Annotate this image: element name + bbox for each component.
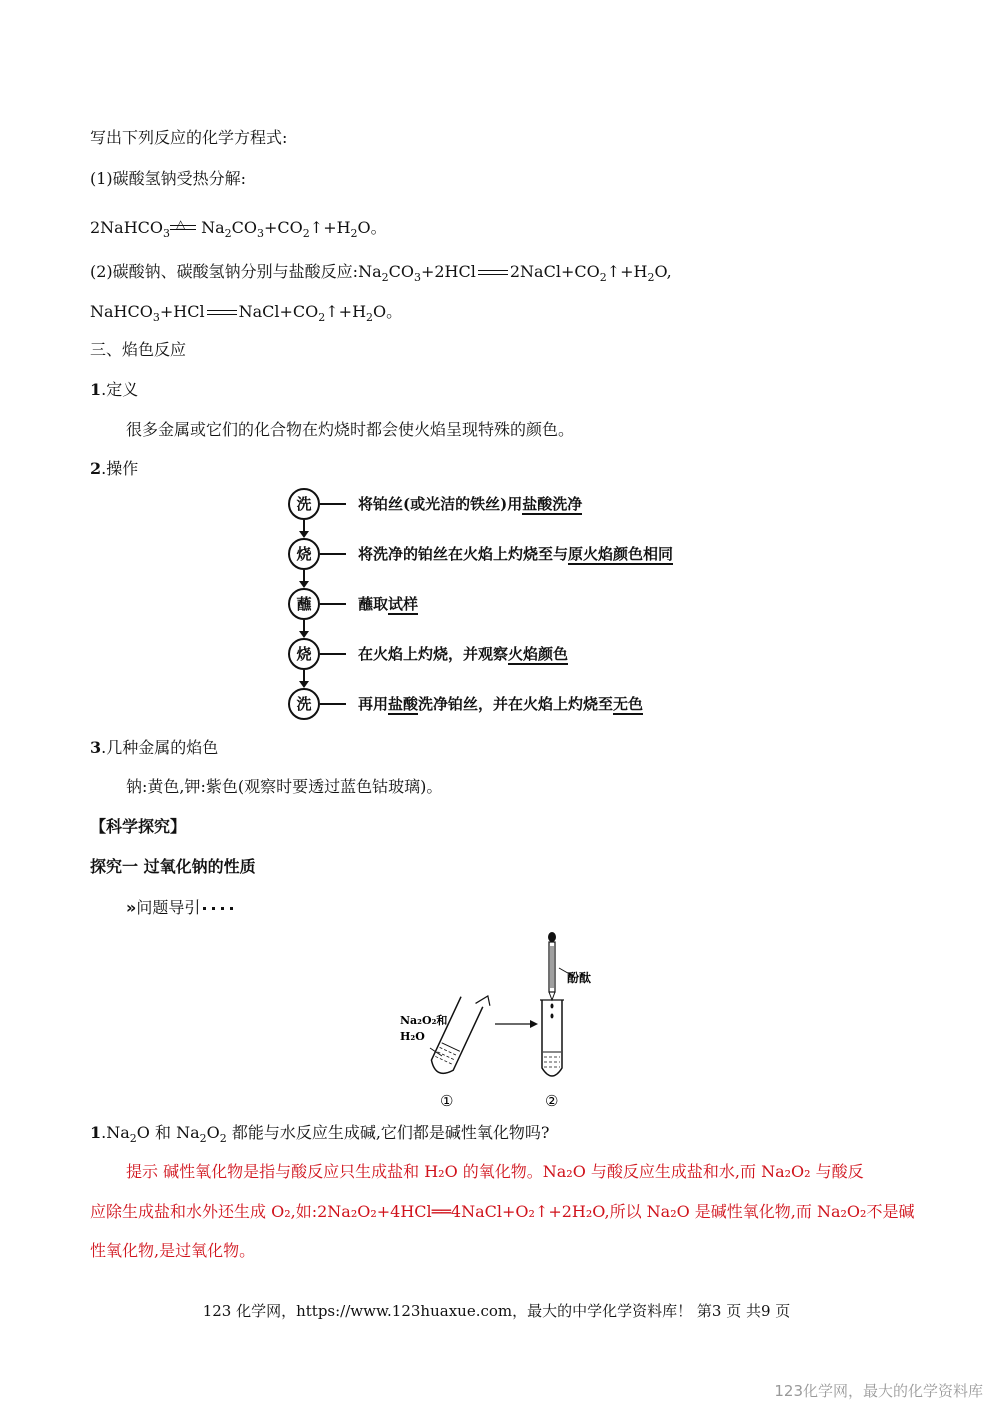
q2-label: (2)碳酸钠、碳酸氢钠分别与盐酸反应: xyxy=(90,262,359,281)
page-footer: 123 化学网，https://www.123huaxue.com，最大的中学化学资料库！ 第3 页 共9 页 xyxy=(202,1302,791,1320)
explore-1-heading: 探究一 过氧化钠的性质 xyxy=(90,857,256,876)
test-tube-1 xyxy=(428,986,493,1080)
step-line xyxy=(320,703,346,705)
experiment-figure xyxy=(395,928,615,1113)
flow-arrow-icon xyxy=(299,631,309,638)
step-1-text: 将铂丝(或光洁的铁丝)用盐酸洗净 xyxy=(358,495,583,513)
hint-line-1: 提示 碱性氧化物是指与酸反应只生成盐和 H₂O 的氧化物。Na₂O 与酸反应生成盐和水,而 Na₂O₂ 与酸反 xyxy=(126,1162,864,1181)
step-line xyxy=(320,553,346,555)
fig-number-1: ① xyxy=(440,1092,454,1110)
fig-label-phenolphthalein: 酚酞 xyxy=(567,971,592,985)
flow-connector xyxy=(303,670,305,681)
question-1: $1.Na_2O$ 和 $Na_2O_2$ 都能与水反应生成碱,它们都是碱性氧化物吗? xyxy=(90,1123,550,1145)
flow-connector xyxy=(303,570,305,581)
step-line xyxy=(320,653,346,655)
step-wash-circle: 洗 xyxy=(288,488,320,520)
step-line xyxy=(320,603,346,605)
equation-line-2: NaHCO$_3$+HCl $NaCl+CO_2↑+H_2O$。 xyxy=(90,302,403,324)
operation-heading: 2.操作 xyxy=(90,459,139,478)
intro-text: 写出下列反应的化学方程式: xyxy=(90,128,288,147)
test-tube-2 xyxy=(540,1000,564,1076)
step-5-text: 再用盐酸洗净铂丝，并在火焰上灼烧至无色 xyxy=(358,695,644,713)
section-3-heading: 三、焰色反应 xyxy=(90,340,187,359)
q1-label: (1)碳酸氢钠受热分解: xyxy=(90,169,247,188)
fig-label-water: H₂O xyxy=(400,1030,425,1043)
heating-condition: △ xyxy=(170,219,196,239)
step-burn-circle: 烧 xyxy=(288,538,320,570)
hint-line-3: 性氧化物,是过氧化物。 xyxy=(90,1241,256,1260)
science-explore-heading: 【科学探究】 xyxy=(90,817,187,836)
hint-line-2: 应除生成盐和水外还生成 O₂,如:2Na₂O₂+4HCl══4NaCl+O₂↑+2H₂O,所以 Na₂O 是碱性氧化物,而 Na₂O₂不是碱 xyxy=(90,1202,915,1221)
question-guide: »问题导引 xyxy=(126,898,236,918)
equation-line-1: (2)碳酸钠、碳酸氢钠分别与盐酸反应$:Na_2CO_3+2HCl$ $2NaCl+CO_2↑+H_2O$, xyxy=(90,262,672,284)
fig-number-2: ② xyxy=(545,1092,559,1110)
flow-connector xyxy=(303,620,305,631)
flow-connector xyxy=(303,520,305,531)
step-3-text: 蘸取试样 xyxy=(358,595,419,613)
flame-test-flow-diagram xyxy=(288,488,718,728)
step-4-text: 在火焰上灼烧，并观察火焰颜色 xyxy=(358,645,569,663)
flow-arrow-icon xyxy=(299,681,309,688)
step-line xyxy=(320,503,346,505)
step-dip-circle: 蘸 xyxy=(288,588,320,620)
flame-color-heading: 3.几种金属的焰色 xyxy=(90,738,219,757)
definition-heading: 1.定义 xyxy=(90,380,139,399)
flame-color-text: 钠:黄色,钾:紫色(观察时要透过蓝色钴玻璃)。 xyxy=(126,777,443,796)
step-burn2-circle: 烧 xyxy=(288,638,320,670)
definition-text: 很多金属或它们的化合物在灼烧时都会使火焰呈现特殊的颜色。 xyxy=(126,420,575,439)
step-wash2-circle: 洗 xyxy=(288,688,320,720)
watermark: 123化学网，最大的化学资料库 xyxy=(774,1382,983,1400)
flow-arrow-icon xyxy=(299,531,309,538)
step-2-text: 将洗净的铂丝在火焰上灼烧至与原火焰颜色相同 xyxy=(358,545,674,563)
dropper-bulb-icon xyxy=(548,932,556,942)
equation-nahco3-decompose: 2NaHCO$_3$ △ $Na_2CO_3+CO_2↑+H_2O$。 xyxy=(90,216,387,240)
fig-label-reagent: Na₂O₂和 xyxy=(400,1014,448,1027)
flow-arrow-icon xyxy=(299,581,309,588)
double-chevron-icon: » xyxy=(126,898,137,917)
